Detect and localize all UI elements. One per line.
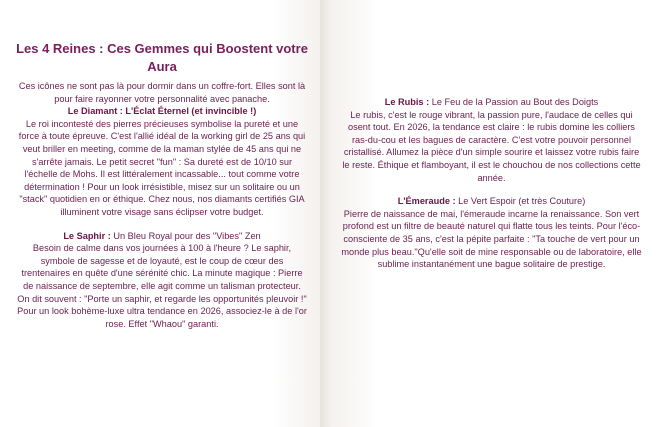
diamant-heading: Le Diamant : L'Éclat Éternel (et invincible !) [67, 106, 257, 117]
rubis-heading-bold: Le Rubis : [384, 97, 430, 107]
rubis-heading-rest: Le Feu de la Passion au Bout des Doigts [429, 97, 599, 107]
left-column [0, 0, 320, 330]
saphir-body: Besoin de calme dans vos journées à 100 à l'heure ? Le saphir, symbole de sagesse et de loyauté, est le coup de cœur des trentenaires en quête d'une sérénité chic. La minute magique : Pierre de naissance de septembre, elle agit comme un talisman protecteur. On dit souvent : "Porte un saphir, et regarde les opportunités pleuvoir !" Pour un look bohème-luxe ultra tendance en 2026, associez-le à de l'or rose. Effet "Whaou" garanti. [17, 243, 307, 329]
rubis-heading [340, 96, 643, 109]
page-gutter [320, 0, 330, 427]
diamant-section [16, 105, 308, 218]
diamant-body: Le roi incontesté des pierres précieuses symbolise la pureté et une force à toute épreuve. C'est l'allié idéal de la working girl de 25 ans qui veut briller en meeting, comme de la maman stylée de 45 ans qui ne s'arrête jamais. Le petit secret "fun" : Sa dureté est de 10/10 sur l'échelle de Mohs. Il est littéralement incassable... tout comme votre détermination ! Pour un look irrésistible, misez sur un solitaire ou un "stack" quotidien en or éthique. Chez nous, nos diamants certifiés GIA illuminent votre visage sans éclipser votre budget. [18, 118, 306, 217]
emeraude-heading [340, 195, 643, 208]
emeraude-heading-bold: L'Émeraude : [397, 196, 456, 207]
left-page [0, 0, 320, 427]
saphir-heading [16, 230, 308, 243]
emeraude-body: Pierre de naissance de mai, l'émeraude incarne la renaissance. Son vert profond est un filtre de beauté naturel qui flatte tous les teints. Pour l'éco-consciente de 35 ans, c'est la pépite parfaite : "Ta touche de vert pour un monde plus beau."Qu'elle soit de mine responsable ou de laboratoire, elle sublime instantanément une bague solitaire de prestige. [341, 208, 642, 270]
rubis-section [340, 96, 643, 184]
rubis-body: Le rubis, c'est le rouge vibrant, la passion pure, l'audace de celles qui osent tout. En 2026, la tendance est claire : le rubis domine les colliers ras-du-cou et les bagues de caractère. C'est votre pouvoir personnel cristallisé. Allumez la pièce d'un simple sourire et laissez votre rubis faire le reste. Éthique et flamboyant, il est le chouchou de nos collections cette année. [342, 109, 641, 183]
article-title: Les 4 Reines : Ces Gemmes qui Boostent votre Aura [16, 41, 308, 74]
intro-text: Ces icônes ne sont pas là pour dormir dans un coffre-fort. Elles sont là pour faire rayonner votre personnalité avec panache. [18, 81, 306, 104]
emeraude-heading-rest: Le Vert Espoir (et très Couture) [455, 196, 586, 207]
saphir-heading-bold: Le Saphir : [63, 230, 111, 241]
saphir-section [16, 230, 308, 331]
right-column [330, 0, 659, 271]
right-page [330, 0, 659, 427]
intro-section [16, 80, 308, 105]
emeraude-section [340, 195, 643, 271]
saphir-heading-rest: Un Bleu Royal pour des "Vibes" Zen [110, 230, 261, 241]
